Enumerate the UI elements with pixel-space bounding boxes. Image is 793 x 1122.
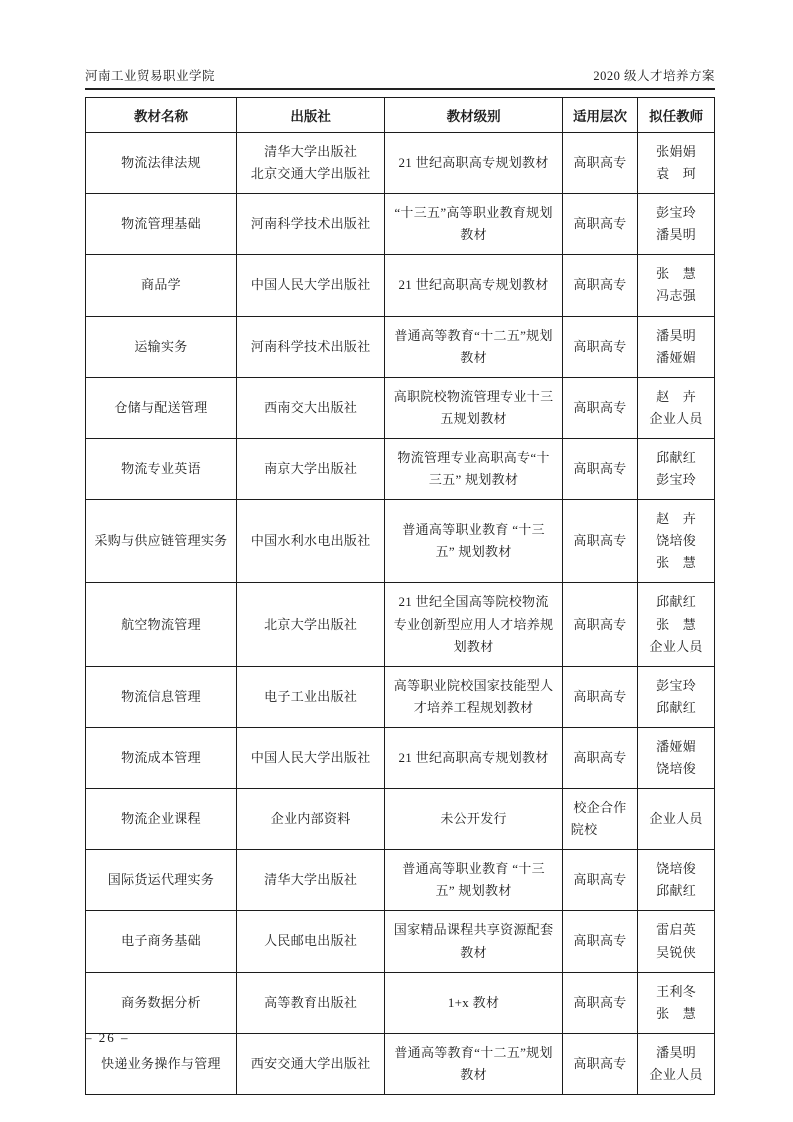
cell-line: 赵 卉: [656, 388, 697, 404]
cell-line: 中国人民大学出版社: [250, 749, 371, 765]
cell-line: 张娟娟: [656, 144, 697, 159]
header-left-text: 河南工业贸易职业学院: [85, 69, 216, 83]
table-row: [86, 789, 715, 850]
course-name-cell: 商务数据分析: [86, 972, 237, 1033]
teachers-cell: [638, 583, 715, 666]
publisher-cell: [236, 500, 384, 583]
cell-line: 中国水利水电出版社: [250, 533, 371, 549]
level-cell: 普通高等职业教育 “十三五” 规划教材: [385, 500, 562, 583]
tier-cell: 高职高专: [562, 727, 637, 788]
cell-line: 赵 卉: [656, 511, 697, 527]
cell-line: 邱献红: [656, 594, 697, 610]
cell-line: 西南交大出版社: [264, 399, 358, 415]
level-cell: 高等职业院校国家技能型人才培养工程规划教材: [385, 666, 562, 727]
tier-cell: 高职高专: [562, 133, 637, 194]
cell-line: 潘娅媚: [656, 738, 697, 754]
publisher-cell: [236, 972, 384, 1033]
table-body: [86, 133, 715, 1095]
cell-line: 西安交通大学出版社: [250, 1055, 371, 1071]
table-row: [86, 727, 715, 788]
page-number: – 26 –: [85, 1030, 130, 1045]
table-row: [86, 255, 715, 316]
cell-line: 张 慧: [656, 616, 697, 632]
cell-line: 中国人民大学出版社: [250, 277, 371, 293]
column-header-level: 教材级别: [385, 98, 562, 133]
cell-line: 饶培俊: [656, 760, 697, 776]
table-header: [86, 98, 715, 133]
cell-line: 清华大学出版社: [264, 872, 358, 888]
cell-line: 人民邮电出版社: [264, 933, 358, 949]
publisher-cell: [236, 850, 384, 911]
teachers-cell: [638, 438, 715, 499]
course-name-cell: 快递业务操作与管理: [86, 1033, 237, 1094]
tier-cell: 高职高专: [562, 255, 637, 316]
level-cell: 国家精品课程共享资源配套教材: [385, 911, 562, 972]
cell-line: 吴锐侠: [656, 944, 697, 960]
level-cell: 21 世纪高职高专规划教材: [385, 727, 562, 788]
course-name-cell: 物流法律法规: [86, 133, 237, 194]
cell-line: 河南科学技术出版社: [250, 216, 371, 232]
cell-line: 邱献红: [656, 699, 697, 715]
table-header-row: [86, 98, 715, 133]
course-name-cell: 物流专业英语: [86, 438, 237, 499]
teachers-cell: [638, 1033, 715, 1094]
teachers-cell: [638, 377, 715, 438]
publisher-cell: [236, 316, 384, 377]
course-name-cell: 航空物流管理: [86, 583, 237, 666]
tier-cell: 高职高专: [562, 850, 637, 911]
table-row: [86, 438, 715, 499]
cell-line: 北京交通大学出版社: [250, 166, 371, 182]
course-name-cell: 电子商务基础: [86, 911, 237, 972]
header-right-text: 2020 级人才培养方案: [593, 69, 715, 83]
tier-cell: 高职高专: [562, 194, 637, 255]
teachers-cell: [638, 666, 715, 727]
cell-line: 潘昊明: [656, 1044, 697, 1060]
tier-cell: 高职高专: [562, 583, 637, 666]
cell-line: 张 慧: [656, 555, 697, 571]
teachers-cell: [638, 194, 715, 255]
cell-line: 雷启英: [656, 922, 697, 938]
column-header-name: 教材名称: [86, 98, 237, 133]
course-name-cell: 商品学: [86, 255, 237, 316]
cell-line: 电子工业出版社: [264, 688, 358, 704]
course-name-cell: 仓储与配送管理: [86, 377, 237, 438]
course-name-cell: 采购与供应链管理实务: [86, 500, 237, 583]
level-cell: 普通高等教育“十二五”规划教材: [385, 1033, 562, 1094]
level-cell: 未公开发行: [385, 789, 562, 850]
table-row: [86, 911, 715, 972]
cell-line: 邱献红: [656, 449, 697, 465]
publisher-cell: [236, 911, 384, 972]
cell-line: 冯志强: [656, 288, 697, 304]
page-content: [85, 0, 715, 1095]
teachers-cell: [638, 911, 715, 972]
column-header-tier: 适用层次: [562, 98, 637, 133]
table-row: [86, 850, 715, 911]
tier-cell: 校企合作院校: [562, 789, 637, 850]
tier-cell: 高职高专: [562, 666, 637, 727]
publisher-cell: [236, 666, 384, 727]
tier-cell: 高职高专: [562, 377, 637, 438]
table-row: [86, 133, 715, 194]
cell-line: 企业人员: [649, 811, 703, 827]
level-cell: 21 世纪全国高等院校物流专业创新型应用人才培养规划教材: [385, 583, 562, 666]
course-name-cell: 运输实务: [86, 316, 237, 377]
cell-line: 邱献红: [656, 883, 697, 899]
tier-cell: 高职高专: [562, 911, 637, 972]
cell-line: 彭宝玲: [656, 472, 697, 488]
teachers-cell: [638, 789, 715, 850]
cell-line: 企业人员: [649, 1066, 703, 1082]
publisher-cell: [236, 727, 384, 788]
level-cell: 普通高等教育“十二五”规划教材: [385, 316, 562, 377]
running-header: [85, 0, 715, 84]
publisher-cell: [236, 789, 384, 850]
tier-cell: 高职高专: [562, 972, 637, 1033]
teachers-cell: [638, 850, 715, 911]
table-row: [86, 500, 715, 583]
cell-line: 彭宝玲: [656, 205, 697, 221]
cell-line: 高等教育出版社: [264, 994, 358, 1010]
teachers-cell: [638, 727, 715, 788]
teachers-cell: [638, 316, 715, 377]
teachers-cell: [638, 133, 715, 194]
level-cell: 1+x 教材: [385, 972, 562, 1033]
level-cell: 普通高等职业教育 “十三五” 规划教材: [385, 850, 562, 911]
cell-line: 饶培俊: [656, 861, 697, 877]
course-name-cell: 物流信息管理: [86, 666, 237, 727]
textbook-table: [85, 97, 715, 1095]
cell-line: 饶培俊: [656, 533, 697, 549]
table-row: [86, 1033, 715, 1094]
publisher-cell: [236, 1033, 384, 1094]
cell-line: 王利冬: [656, 983, 697, 999]
publisher-cell: [236, 133, 384, 194]
header-rule: [85, 88, 715, 90]
publisher-cell: [236, 255, 384, 316]
level-cell: 高职院校物流管理专业十三五规划教材: [385, 377, 562, 438]
cell-line: 南京大学出版社: [264, 460, 358, 476]
course-name-cell: 物流管理基础: [86, 194, 237, 255]
cell-line: 张 慧: [656, 266, 697, 282]
tier-cell: 高职高专: [562, 500, 637, 583]
cell-line: 彭宝玲: [656, 677, 697, 693]
table-row: [86, 666, 715, 727]
level-cell: 物流管理专业高职高专“十三五” 规划教材: [385, 438, 562, 499]
table-row: [86, 194, 715, 255]
cell-line: 企业人员: [649, 638, 703, 654]
course-name-cell: 物流企业课程: [86, 789, 237, 850]
cell-line: 张 慧: [656, 1005, 697, 1021]
tier-cell: 高职高专: [562, 316, 637, 377]
cell-line: 潘昊明: [656, 327, 697, 343]
table-row: [86, 972, 715, 1033]
teachers-cell: [638, 972, 715, 1033]
course-name-cell: 物流成本管理: [86, 727, 237, 788]
course-name-cell: 国际货运代理实务: [86, 850, 237, 911]
cell-line: 北京大学出版社: [264, 616, 358, 632]
cell-line: 潘娅媚: [656, 349, 697, 365]
cell-line: 清华大学出版社: [264, 144, 358, 159]
publisher-cell: [236, 583, 384, 666]
level-cell: “十三五”高等职业教育规划教材: [385, 194, 562, 255]
level-cell: 21 世纪高职高专规划教材: [385, 133, 562, 194]
publisher-cell: [236, 377, 384, 438]
tier-cell: 高职高专: [562, 438, 637, 499]
table-row: [86, 316, 715, 377]
publisher-cell: [236, 194, 384, 255]
table-row: [86, 377, 715, 438]
cell-line: 袁 珂: [656, 166, 697, 182]
publisher-cell: [236, 438, 384, 499]
cell-line: 潘昊明: [656, 227, 697, 243]
cell-line: 河南科学技术出版社: [250, 338, 371, 354]
teachers-cell: [638, 500, 715, 583]
level-cell: 21 世纪高职高专规划教材: [385, 255, 562, 316]
cell-line: 企业内部资料: [270, 811, 351, 827]
cell-line: 企业人员: [649, 410, 703, 426]
table-row: [86, 583, 715, 666]
column-header-publisher: 出版社: [236, 98, 384, 133]
column-header-teachers: 拟任教师: [638, 98, 715, 133]
teachers-cell: [638, 255, 715, 316]
tier-cell: 高职高专: [562, 1033, 637, 1094]
